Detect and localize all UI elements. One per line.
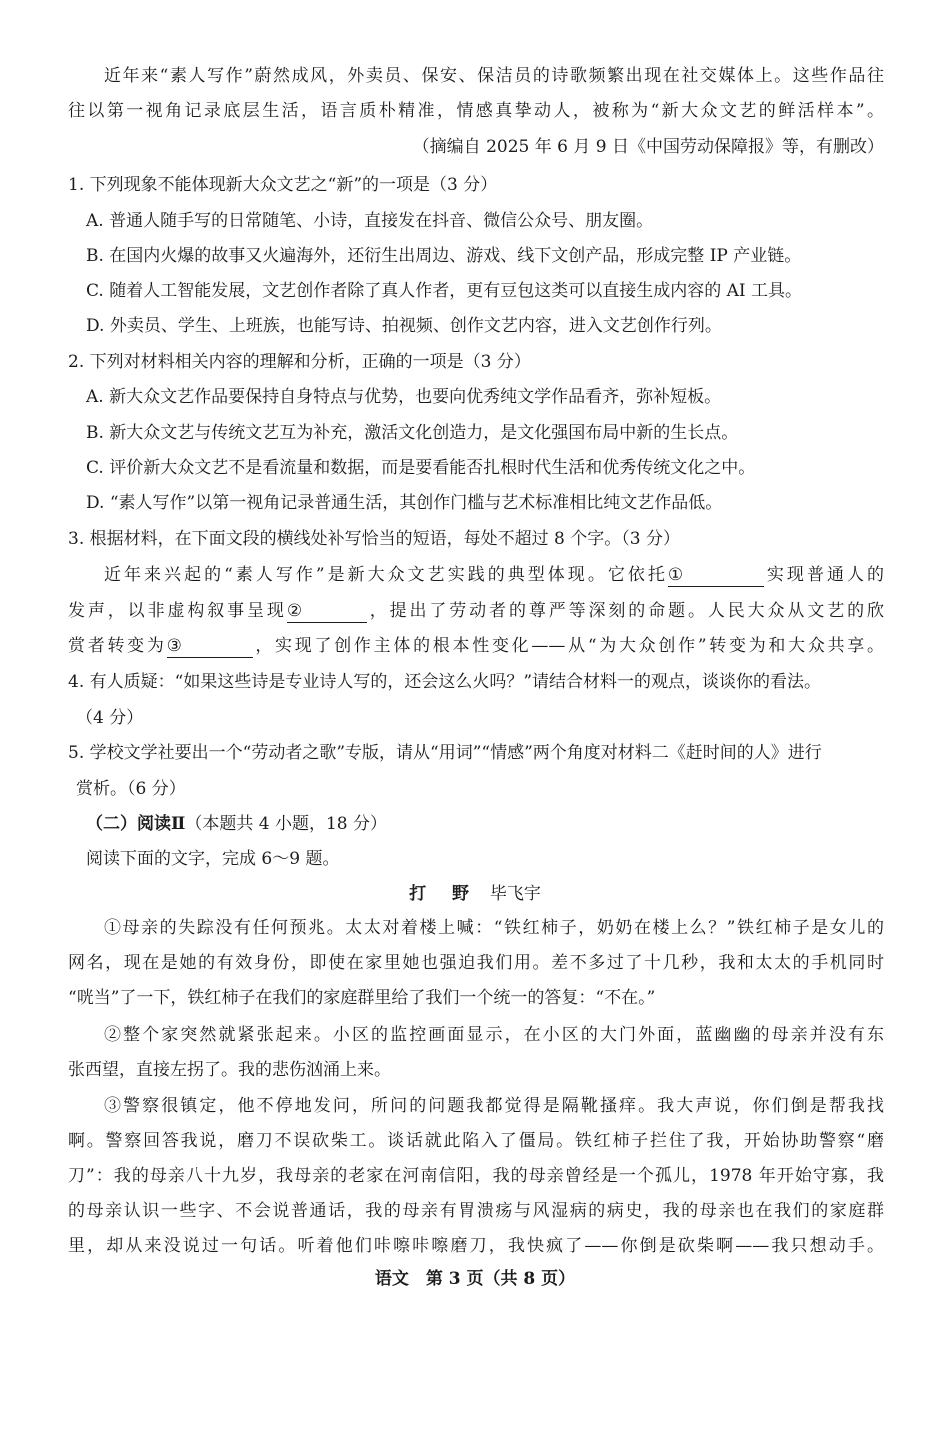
- question-2-option-c: C. 评价新大众文艺不是看流量和数据，而是要看能否扎根时代生活和优秀传统文化之中。: [86, 458, 756, 478]
- question-3-passage-line: 发声，以非虚构叙事呈现② ，提出了劳动者的尊严等深刻的命题。人民大众从文艺的欣: [68, 601, 885, 621]
- story-title-row: [0, 882, 950, 906]
- question-3-passage-line: 近年来兴起的“素人写作”是新大众文艺实践的典型体现。它依托① 实现普通人的: [104, 565, 884, 585]
- question-2-option-a: A. 新大众文艺作品要保持自身特点与优势，也要向优秀纯文学作品看齐，弥补短板。: [86, 387, 722, 407]
- question-5-score: 赏析。（6 分）: [76, 779, 186, 799]
- question-1-option-c: C. 随着人工智能发展，文艺创作者除了真人作者，更有豆包这类可以直接生成内容的 AI 工具。: [86, 281, 803, 301]
- story-text-line: 网名，现在是她的有效身份，即使在家里她也强迫我们用。差不多过了十几秒，我和太太的手机同时: [68, 953, 884, 973]
- question-3-passage-line: 赏者转变为③ ，实现了创作主体的根本性变化——从“为大众创作”转变为和大众共享。: [68, 636, 885, 656]
- story-text-line: ③警察很镇定，他不停地发问，所问的问题我都觉得是隔靴搔痒。我大声说，你们倒是帮我找: [104, 1096, 884, 1116]
- fill-blank-2[interactable]: ②: [287, 600, 367, 623]
- story-text-line: 的母亲认识一些字、不会说普通话，我的母亲有胃溃疡与风湿病的病史，我的母亲也在我们的家庭群: [68, 1201, 884, 1221]
- story-title: 打 野: [409, 884, 480, 904]
- question-1-option-a: A. 普通人随手写的日常随笔、小诗，直接发在抖音、微信公众号、朋友圈。: [86, 211, 654, 231]
- question-2-option-b: B. 新大众文艺与传统文艺互为补充，激活文化创造力，是文化强国布局中新的生长点。: [86, 423, 739, 443]
- question-1-option-b: B. 在国内火爆的故事又火遍海外，还衍生出周边、游戏、线下文创产品，形成完整 IP 产业链。: [86, 246, 802, 266]
- question-4-stem: 4. 有人质疑：“如果这些诗是专业诗人写的，还会这么火吗？”请结合材料一的观点，谈谈你的看法。: [68, 672, 822, 692]
- story-text-line: ①母亲的失踪没有任何预兆。太太对着楼上喊：“铁红柿子，奶奶在楼上么？”铁红柿子是女儿的: [104, 918, 884, 938]
- material-source: （摘编自 2025 年 6 月 9 日《中国劳动保障报》等，有删改）: [412, 137, 884, 157]
- question-1-stem: 1. 下列现象不能体现新大众文艺之“新”的一项是（3 分）: [68, 175, 498, 195]
- story-text-line: “咣当”了一下，铁红柿子在我们的家庭群里给了我们一个统一的答复：“不在。”: [68, 988, 656, 1008]
- question-2-option-d: D. “素人写作”以第一视角记录普通生活，其创作门槛与艺术标准相比纯文艺作品低。: [86, 493, 723, 513]
- story-text-line: 刀”：我的母亲八十九岁，我母亲的老家在河南信阳，我的母亲曾经是一个孤儿，1978 年开始守寡，我: [68, 1166, 884, 1186]
- section-instruction: 阅读下面的文字，完成 6～9 题。: [86, 849, 340, 869]
- section-heading: （二）阅读Ⅱ（本题共 4 小题，18 分）: [86, 814, 387, 834]
- question-2-stem: 2. 下列对材料相关内容的理解和分析，正确的一项是（3 分）: [68, 352, 531, 372]
- question-3-stem: 3. 根据材料，在下面文段的横线处补写恰当的短语，每处不超过 8 个字。（3 分）: [68, 529, 680, 549]
- material-text-line: 近年来“素人写作”蔚然成风，外卖员、保安、保洁员的诗歌频繁出现在社交媒体上。这些作品往: [104, 66, 884, 86]
- question-1-option-d: D. 外卖员、学生、上班族，也能写诗、拍视频、创作文艺内容，进入文艺创作行列。: [86, 316, 722, 336]
- page-footer: 语文 第 3 页（共 8 页）: [374, 1269, 576, 1289]
- story-text-line: 张西望，直接左拐了。我的悲伤汹涌上来。: [68, 1060, 391, 1080]
- fill-blank-1[interactable]: ①: [668, 564, 764, 587]
- material-text-line: 往以第一视角记录底层生活，语言质朴精准，情感真挚动人，被称为“新大众文艺的鲜活样本”。: [68, 101, 884, 121]
- story-author: 毕飞宇: [489, 884, 541, 904]
- question-4-score: （4 分）: [76, 708, 144, 728]
- story-text-line: 啊。警察回答我说，磨刀不误砍柴工。谈话就此陷入了僵局。铁红柿子拦住了我，开始协助警察“磨: [68, 1131, 884, 1151]
- story-text-line: ②整个家突然就紧张起来。小区的监控画面显示，在小区的大门外面，蓝幽幽的母亲并没有东: [104, 1025, 884, 1045]
- story-text-line: 里，却从来没说过一句话。听着他们咔嚓咔嚓磨刀，我快疯了——你倒是砍柴啊——我只想动手。: [68, 1236, 884, 1256]
- fill-blank-3[interactable]: ③: [167, 635, 253, 658]
- question-5-stem: 5. 学校文学社要出一个“劳动者之歌”专版，请从“用词”“情感”两个角度对材料二《赶时间的人》进行: [68, 743, 822, 763]
